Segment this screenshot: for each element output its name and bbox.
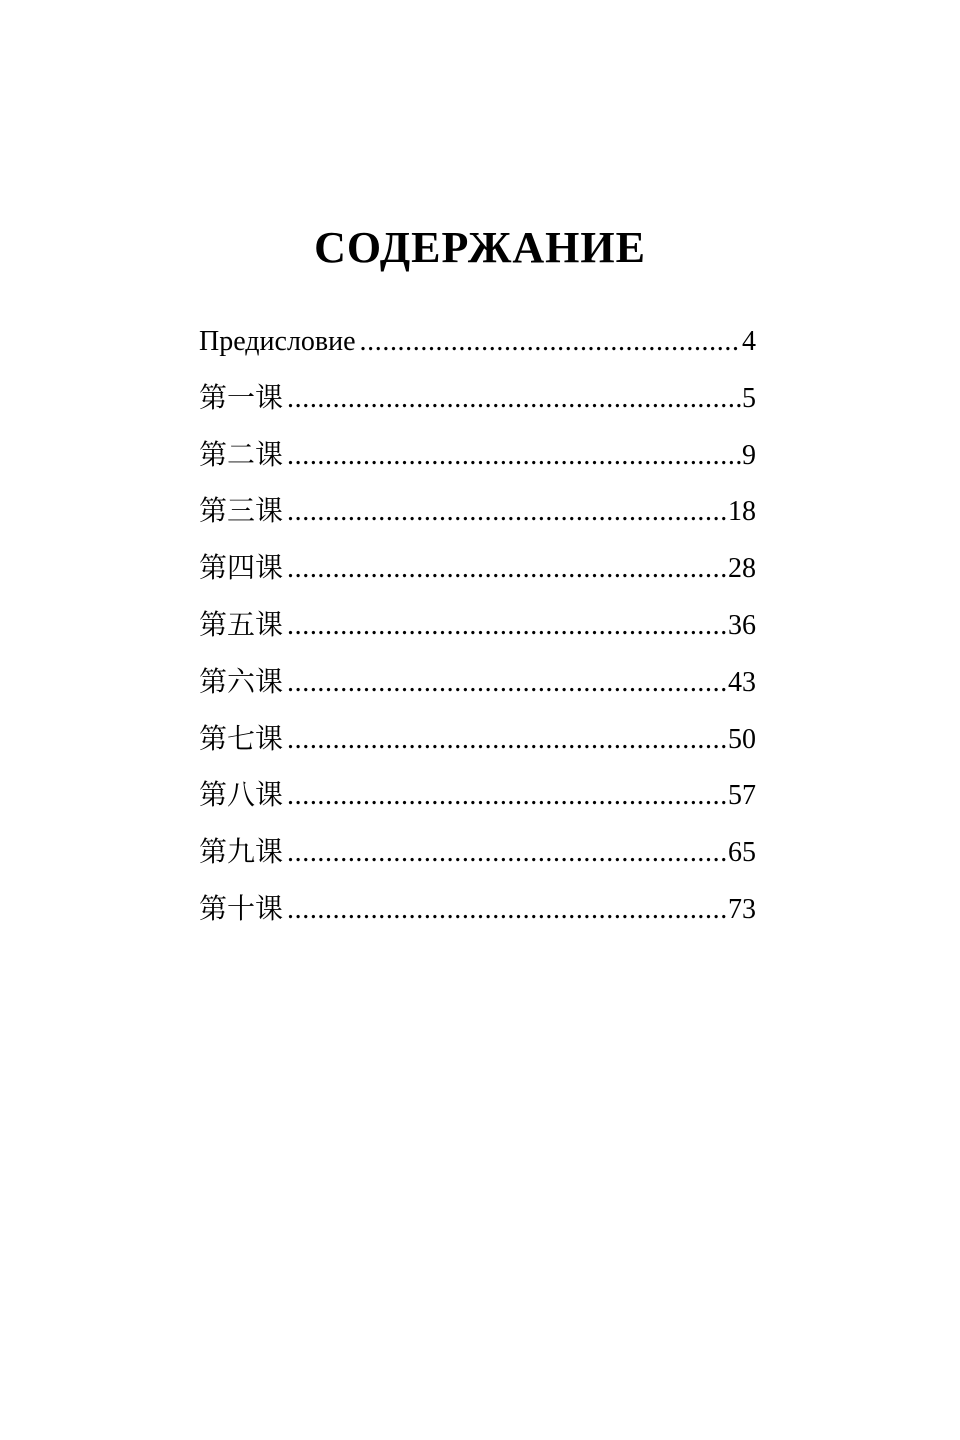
toc-entry-page-number: 57 [728, 780, 756, 812]
toc-entry-label: 第九课 [199, 837, 284, 869]
dot-leader [287, 434, 741, 478]
toc-entry-lesson-10[interactable] [199, 888, 756, 945]
toc-entry-label: 第二课 [199, 439, 284, 471]
toc-entry-page-number: 5 [742, 382, 756, 414]
toc-entry-page-number: 50 [728, 723, 756, 755]
toc-entry-label: Предисловие [199, 326, 356, 357]
toc-entry-label: 第三课 [199, 496, 284, 528]
toc-entry-label: 第十课 [199, 893, 284, 925]
dot-leader [287, 490, 727, 534]
dot-leader [287, 547, 727, 591]
page-title: СОДЕРЖАНИЕ [314, 223, 646, 272]
toc-entry-label: 第七课 [199, 723, 284, 755]
dot-leader [287, 604, 727, 648]
toc-entry-label: 第六课 [199, 666, 284, 698]
toc-entry-page-number: 73 [728, 893, 756, 925]
toc-entry-page-number: 4 [742, 326, 756, 357]
toc-entry-page-number: 36 [728, 609, 756, 641]
dot-leader [287, 718, 727, 762]
table-of-contents [199, 320, 756, 945]
toc-entry-page-number: 9 [742, 439, 756, 471]
dot-leader [287, 831, 727, 875]
dot-leader [287, 377, 741, 421]
toc-entry-label: 第八课 [199, 780, 284, 812]
toc-entry-lesson-3[interactable] [199, 490, 756, 547]
toc-entry-lesson-1[interactable] [199, 377, 756, 434]
toc-entry-lesson-2[interactable] [199, 434, 756, 491]
toc-entry-page-number: 18 [728, 496, 756, 528]
toc-entry-label: 第四课 [199, 553, 284, 585]
toc-entry-page-number: 65 [728, 837, 756, 869]
toc-entry-lesson-9[interactable] [199, 831, 756, 888]
dot-leader [360, 320, 741, 364]
toc-entry-lesson-6[interactable] [199, 661, 756, 718]
toc-entry-lesson-4[interactable] [199, 547, 756, 604]
dot-leader [287, 661, 727, 705]
dot-leader [287, 888, 727, 932]
toc-entry-page-number: 28 [728, 553, 756, 585]
toc-entry-page-number: 43 [728, 666, 756, 698]
toc-entry-lesson-5[interactable] [199, 604, 756, 661]
toc-entry-preface[interactable] [199, 320, 756, 377]
toc-entry-lesson-7[interactable] [199, 718, 756, 775]
toc-entry-label: 第五课 [199, 609, 284, 641]
toc-entry-label: 第一课 [199, 382, 284, 414]
toc-entry-lesson-8[interactable] [199, 774, 756, 831]
dot-leader [287, 774, 727, 818]
